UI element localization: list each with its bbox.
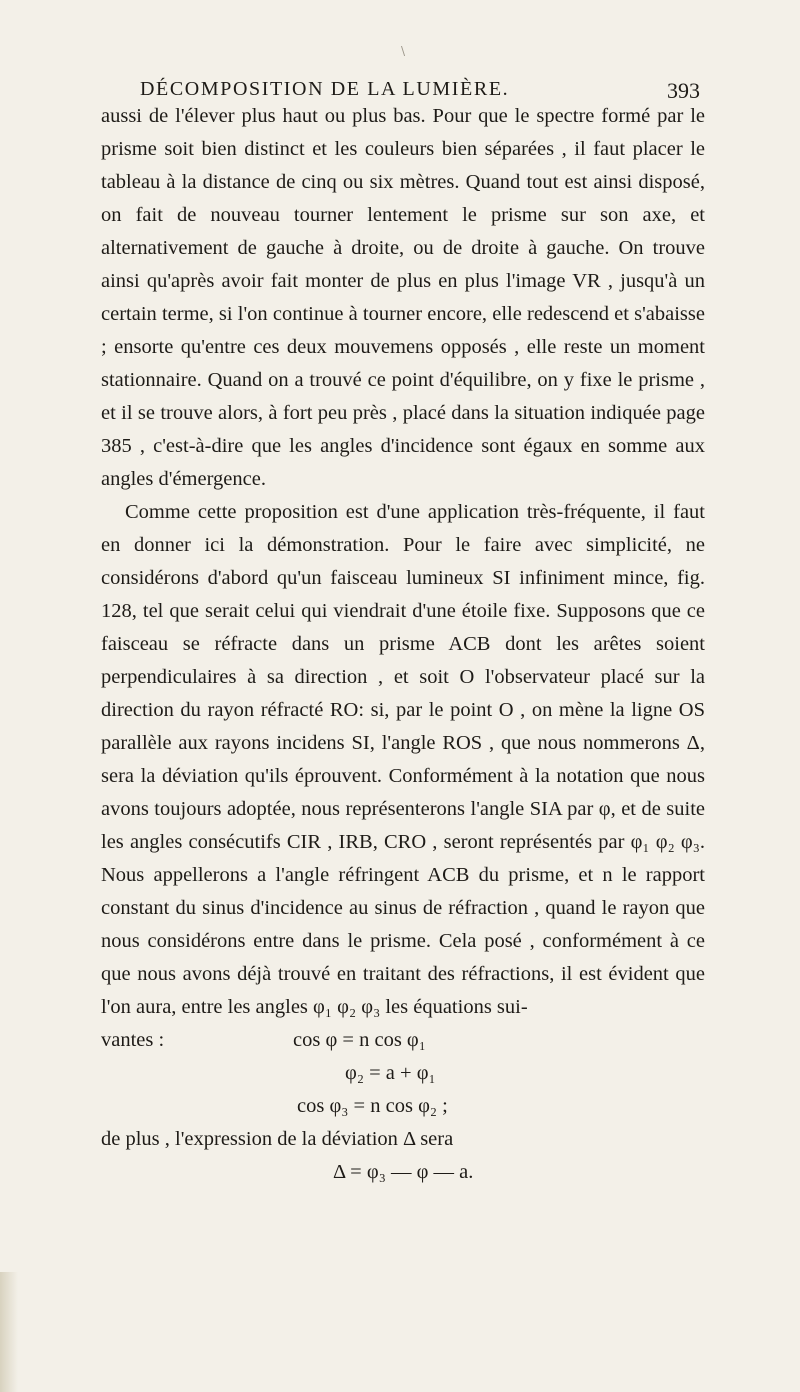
equation-after-text: de plus , l'expression de la déviation Δ sera: [101, 1128, 454, 1150]
page-number: 393: [667, 78, 700, 103]
paragraph-1: aussi de l'élever plus haut ou plus bas. Pour que le spectre formé par le prisme soit bien distinct et les couleurs bien séparées , il faut placer le tableau à la distance de cinq ou six mètres. Quand tout est ainsi disposé, on fait de nouveau tourner lentement le prisme sur son axe, et alternativement de gauche à droite, ou de droite à gauche. On trouve ainsi qu'après avoir fait monter de plus en plus l'image VR , jusqu'à un certain terme, si l'on continue à tourner encore, elle redescend et s'abaisse ; ensorte qu'entre ces deux mouvemens opposés , elle reste un moment stationnaire. Quand on a trouvé ce point d'équilibre, on y fixe le prisme , et il se trouve alors, à fort peu près , placé dans la situation indiquée page 385 , c'est-à-dire que les angles d'incidence sont égaux en somme aux angles d'émergence.: [101, 105, 705, 490]
margin-mark: \: [401, 44, 406, 58]
equation-lead-label: vantes :: [101, 1029, 165, 1051]
equation-3: cos φ₃ = n cos φ₂ ;: [297, 1095, 448, 1117]
equation-line-1: [101, 1024, 705, 1057]
body-text: [101, 100, 705, 1189]
running-title: DÉCOMPOSITION DE LA LUMIÈRE.: [140, 78, 510, 100]
equation-4: Δ = φ₃ — φ — a.: [333, 1161, 474, 1183]
paragraph-2: Comme cette proposition est d'une application très-fréquente, il faut en donner ici la démonstration. Pour le faire avec simplicité, ne considérons d'abord qu'un faisceau lumineux SI infiniment mince, fig. 128, tel que serait celui qui viendrait d'une étoile fixe. Supposons que ce faisceau se réfracte dans un prisme ACB dont les arêtes soient perpendiculaires à sa direction , et soit O l'observateur placé sur la direction du rayon réfracté RO: si, par le point O , on mène la ligne OS parallèle aux rayons incidens SI, l'angle ROS , que nous nommerons Δ, sera la déviation qu'ils éprouvent. Conformément à la notation que nous avons toujours adoptée, nous représenterons l'angle SIA par φ, et de suite les angles consécutifs CIR , IRB, CRO , seront représentés par φ₁ φ₂ φ₃. Nous appellerons a l'angle réfringent ACB du prisme, et n le rapport constant du sinus d'incidence au sinus de réfraction , quand le rayon que nous considérons entre dans le prisme. Cela posé , conformément à ce que nous avons déjà trouvé en traitant des réfractions, il est évident que l'on aura, entre les angles φ₁ φ₂ φ₃ les équations sui-: [101, 501, 705, 1018]
equation-1: cos φ = n cos φ₁: [293, 1029, 426, 1051]
page-edge-stain: [0, 1272, 18, 1392]
equation-2: φ₂ = a + φ₁: [345, 1062, 436, 1084]
